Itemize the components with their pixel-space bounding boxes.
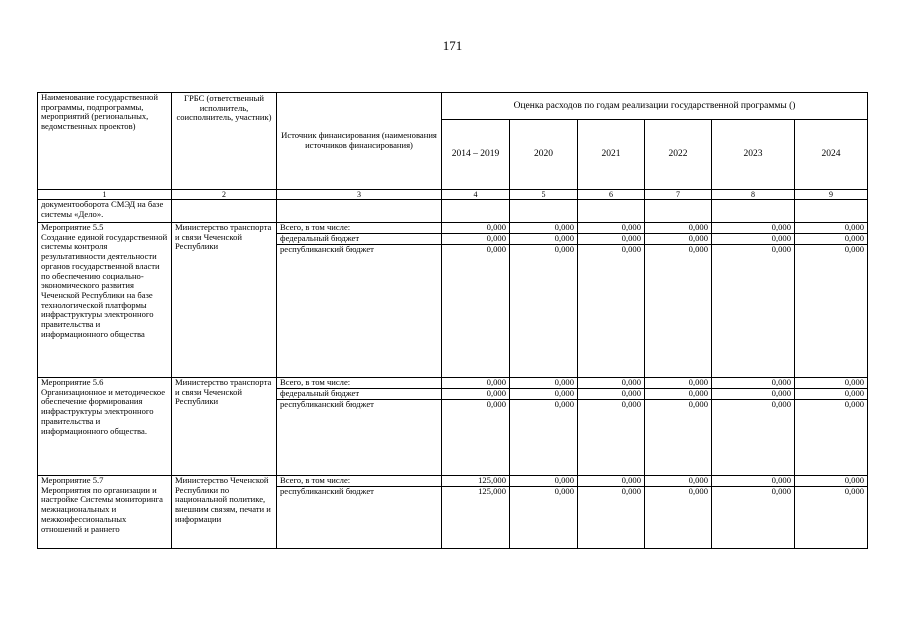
- value-cell: 0,000: [645, 378, 712, 389]
- column-index: 8: [712, 190, 795, 200]
- measure-grbs: Министерство транспорта и связи Чеченской Республики: [172, 223, 277, 378]
- value-cell: 0,000: [795, 476, 868, 487]
- column-index: 3: [277, 190, 442, 200]
- value-cell: 0,000: [645, 234, 712, 245]
- value-cell: 0,000: [645, 389, 712, 400]
- column-index: 1: [38, 190, 172, 200]
- value-cell: 125,000: [442, 487, 510, 549]
- value-cell: 125,000: [442, 476, 510, 487]
- header-year: 2022: [645, 120, 712, 190]
- measure-name: Мероприятие 5.7 Мероприятия по организации и настройке Системы мониторинга межнациональных и межконфессиональных отношений и раннего: [38, 476, 172, 549]
- budget-table: [37, 92, 868, 549]
- value-cell: 0,000: [712, 234, 795, 245]
- header-year: 2014 – 2019: [442, 120, 510, 190]
- value-cell: 0,000: [442, 400, 510, 476]
- value-cell: 0,000: [795, 389, 868, 400]
- header-year: 2023: [712, 120, 795, 190]
- funding-source: республиканский бюджет: [277, 245, 442, 378]
- value-cell: 0,000: [795, 223, 868, 234]
- column-index: 2: [172, 190, 277, 200]
- header-year: 2020: [510, 120, 578, 190]
- value-cell: 0,000: [510, 223, 578, 234]
- value-cell: 0,000: [578, 378, 645, 389]
- funding-source: Всего, в том числе:: [277, 378, 442, 389]
- value-cell: 0,000: [510, 245, 578, 378]
- column-index: 5: [510, 190, 578, 200]
- header-year: 2024: [795, 120, 868, 190]
- value-cell: 0,000: [712, 487, 795, 549]
- value-cell: 0,000: [510, 234, 578, 245]
- header-grbs: ГРБС (ответственный исполнитель, соисполнитель, участник): [172, 93, 277, 190]
- header-program-name: Наименование государственной программы, подпрограммы, мероприятий (региональных, ведомственных проектов): [38, 93, 172, 190]
- value-cell: 0,000: [510, 400, 578, 476]
- funding-source: федеральный бюджет: [277, 234, 442, 245]
- value-cell: 0,000: [712, 245, 795, 378]
- value-cell: 0,000: [510, 476, 578, 487]
- table-row: [38, 476, 868, 487]
- value-cell: 0,000: [795, 400, 868, 476]
- column-index: 6: [578, 190, 645, 200]
- value-cell: 0,000: [645, 400, 712, 476]
- value-cell: 0,000: [510, 378, 578, 389]
- column-index: 4: [442, 190, 510, 200]
- value-cell: 0,000: [578, 400, 645, 476]
- column-index: 9: [795, 190, 868, 200]
- measure-grbs: Министерство Чеченской Республики по национальной политике, внешним связям, печати и информации: [172, 476, 277, 549]
- value-cell: 0,000: [442, 223, 510, 234]
- value-cell: 0,000: [510, 389, 578, 400]
- value-cell: 0,000: [645, 476, 712, 487]
- header-row-1: [38, 93, 868, 120]
- value-cell: 0,000: [578, 389, 645, 400]
- measure-name: Мероприятие 5.5 Создание единой государственной системы контроля результативности деятельности органов государственной власти по обеспечению социально-экономического развития Чеченской Республики на базе технологической платформы инфраструктуры электронного правительства и информационного общества: [38, 223, 172, 378]
- value-cell: 0,000: [578, 223, 645, 234]
- value-cell: 0,000: [712, 378, 795, 389]
- funding-source: Всего, в том числе:: [277, 223, 442, 234]
- value-cell: 0,000: [712, 476, 795, 487]
- value-cell: 0,000: [645, 487, 712, 549]
- value-cell: 0,000: [645, 245, 712, 378]
- value-cell: 0,000: [645, 223, 712, 234]
- header-funding-source: Источник финансирования (наименования источников финансирования): [277, 93, 442, 190]
- header-year: 2021: [578, 120, 645, 190]
- value-cell: 0,000: [578, 234, 645, 245]
- column-index: 7: [645, 190, 712, 200]
- value-cell: 0,000: [712, 223, 795, 234]
- column-index-row: [38, 190, 868, 200]
- funding-source: республиканский бюджет: [277, 487, 442, 549]
- table-row: [38, 223, 868, 234]
- value-cell: 0,000: [712, 389, 795, 400]
- continuation-row: [38, 200, 868, 223]
- funding-source: республиканский бюджет: [277, 400, 442, 476]
- value-cell: 0,000: [795, 234, 868, 245]
- measure-name: Мероприятие 5.6 Организационное и методическое обеспечение формирования инфраструктуры электронного правительства и информационного общества.: [38, 378, 172, 476]
- table-row: [38, 378, 868, 389]
- page-number: 171: [442, 38, 463, 53]
- value-cell: 0,000: [712, 400, 795, 476]
- value-cell: 0,000: [578, 245, 645, 378]
- value-cell: 0,000: [510, 487, 578, 549]
- measure-grbs: Министерство транспорта и связи Чеченской Республики: [172, 378, 277, 476]
- funding-source: федеральный бюджет: [277, 389, 442, 400]
- value-cell: 0,000: [442, 389, 510, 400]
- value-cell: 0,000: [578, 487, 645, 549]
- value-cell: 0,000: [442, 378, 510, 389]
- value-cell: 0,000: [578, 476, 645, 487]
- value-cell: 0,000: [795, 245, 868, 378]
- value-cell: 0,000: [795, 487, 868, 549]
- value-cell: 0,000: [442, 245, 510, 378]
- value-cell: 0,000: [442, 234, 510, 245]
- header-cost-estimate: Оценка расходов по годам реализации государственной программы (): [442, 93, 868, 120]
- value-cell: 0,000: [795, 378, 868, 389]
- funding-source: Всего, в том числе:: [277, 476, 442, 487]
- continuation-text: документооборота СМЭД на базе системы «Дело».: [38, 200, 172, 223]
